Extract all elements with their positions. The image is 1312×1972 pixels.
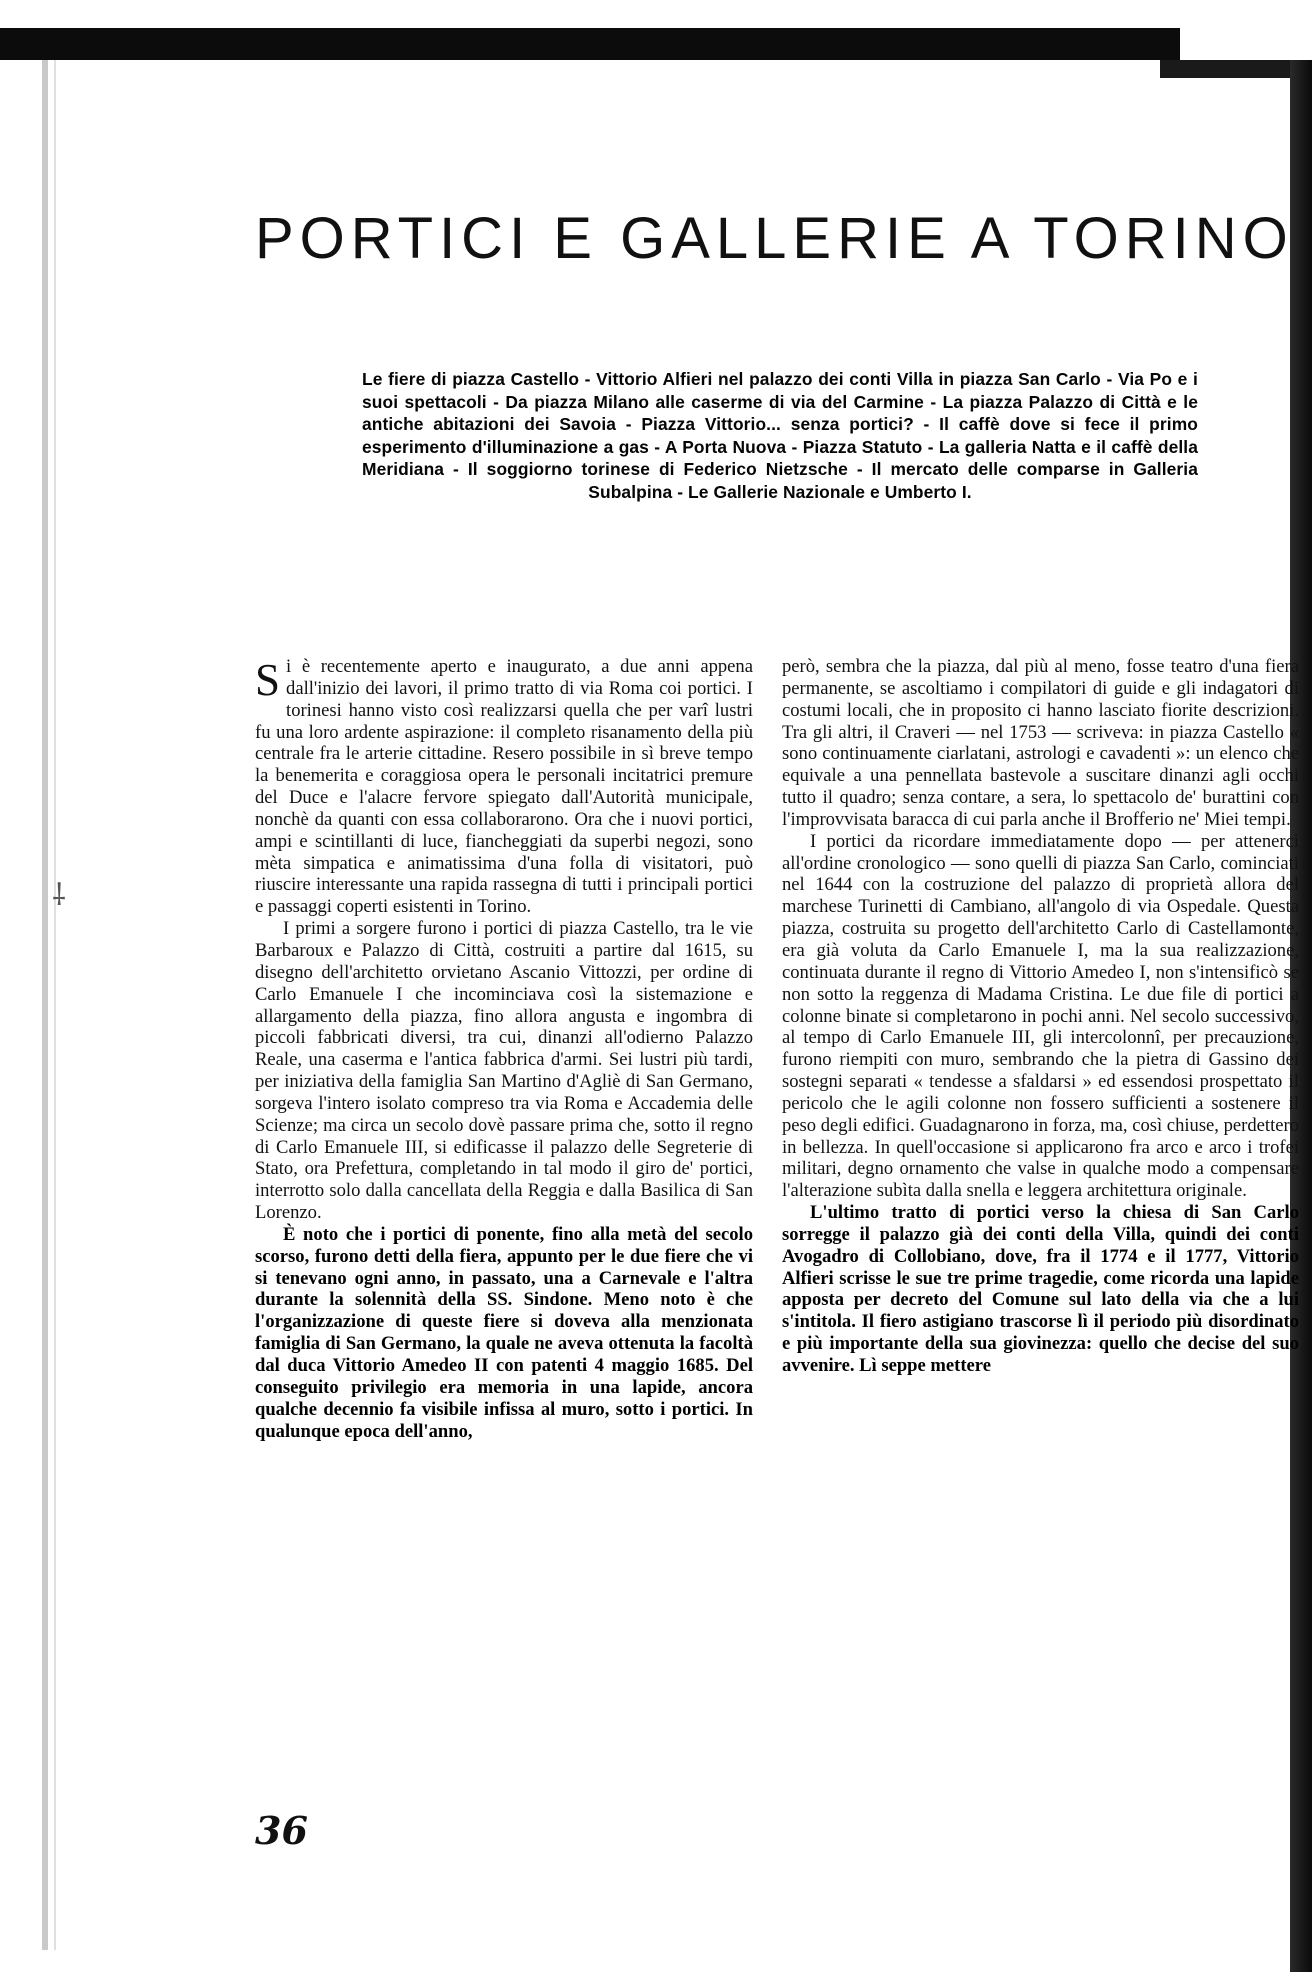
scan-left-edge <box>42 60 48 1950</box>
page-number: 36 <box>255 1808 308 1853</box>
left-paragraph-3: È noto che i portici di ponente, fino alla metà del secolo scorso, furono detti della fiera, appunto per le due fiere che vi si tenevano ogni anno, in passato, una a Carnevale e l'altra durante la solennità della SS. Sindone. Meno noto è che l'organizzazione di queste fiere si doveva alla menzionata famiglia di San Germano, la quale ne aveva ottenuta la facoltà dal duca Vittorio Amedeo II con patenti 4 maggio 1685. Del conseguito privilegio era memoria in una lapide, ancora qualche decennio fa visibile infissa al muro, sotto i portici. In qualunque epoca dell'anno, <box>255 1223 753 1442</box>
right-paragraph-3: L'ultimo tratto di portici verso la chiesa di San Carlo sorregge il palazzo già dei conti della Villa, quindi dei conti Avogadro di Collobiano, dove, fra il 1774 e il 1777, Vittorio Alfieri scrisse le sue tre prime tragedie, come ricorda una lapide apposta per decreto del Comune sul lato della via che a lui s'intitola. Il fiero astigiano trascorse lì il periodo più disordinato e più importante della sua giovinezza: quello che decise del suo avvenire. Lì seppe mettere <box>782 1202 1299 1376</box>
article-summary: Le fiere di piazza Castello - Vittorio Alfieri nel palazzo dei conti Villa in piazza San Carlo - Via Po e i suoi spettacoli - Da piazza Milano alle caserme di via del Carmine - La piazza Palazzo di Città e le antiche abitazioni dei Savoia - Piazza Vittorio... senza portici? - Il caffè dove si fece il primo esperimento d'illuminazione a gas - A Porta Nuova - Piazza Statuto - La galleria Natta e il caffè della Meridiana - Il soggiorno torinese di Federico Nietzsche - Il mercato delle comparse in Galleria Subalpina - Le Gallerie Nazionale e Umberto I. <box>362 369 1198 502</box>
left-column <box>255 656 753 1442</box>
drop-cap: S <box>255 655 281 705</box>
scan-top-border <box>0 28 1180 60</box>
left-paragraph-1-text: i è recentemente aperto e inaugurato, a due anni appena dall'inizio dei lavori, il primo tratto di via Roma coi portici. I torinesi hanno visto così realizzarsi quella che per varî lustri fu una loro ardente aspirazione: il completo risanamento della più centrale fra le arterie cittadine. Resero possibile in sì breve tempo la benemerita e coraggiosa opera le personali incitatrici premure del Duce e l'alacre fervore spiegato dall'Autorità municipale, nonchè da quanti con essa collaborarono. Ora che i nuovi portici, ampi e scintillanti di luce, fiancheggiati da superbi negozi, sono mèta simpatica e animatissima d'una folla di visitatori, può riuscire interessante una rapida rassegna di tutti i principali portici e passaggi coperti esistenti in Torino. <box>255 656 753 918</box>
scan-artifact-mark: ⸸ <box>52 878 67 913</box>
left-paragraph-1 <box>255 656 753 918</box>
right-column <box>782 656 1299 1377</box>
scan-left-edge-line <box>54 60 56 1950</box>
right-paragraph-2: I portici da ricordare immediatamente dopo — per attenerci all'ordine cronologico — sono quelli di piazza San Carlo, cominciati nel 1644 con la costruzione del palazzo di proprietà allora del marchese Turinetti di Cambiano, all'angolo di via Ospedale. Questa piazza, costruita su progetto dell'architetto Carlo di Castellamonte, era già voluta da Carlo Emanuele I, ma la sua realizzazione, continuata durante il regno di Vittorio Amedeo I, non s'intensificò se non sotto la reggenza di Madama Cristina. Le due file di portici a colonne binate si completarono in pochi anni. Nel secolo successivo, al tempo di Carlo Emanuele III, gli intercolonnî, per precauzione, furono riempiti con muro, sembrando che la pietra di Gassino dei sostegni separati « tendesse a sfaldarsi » ed essendosi prospettato il pericolo che le agili colonne non fossero sufficienti a sostenere il peso degli edifici. Guadagnarono in forza, ma, così chiuse, perdettero in bellezza. In quell'occasione si applicarono fra arco e arco i trofei militari, degno ornamento che valse in qualche modo a compensare l'alterazione subìta dalla snella e leggera architettura originale. <box>782 830 1299 1202</box>
left-paragraph-2: I primi a sorgere furono i portici di piazza Castello, tra le vie Barbaroux e Palazzo di Città, costruiti a partire dal 1615, su disegno dell'architetto orvietano Ascanio Vittozzi, per ordine di Carlo Emanuele I che incominciava così la sistemazione e allargamento della piazza, fino allora angusta e ingombra di piccoli fabbricati diversi, tra cui, dinanzi all'odierno Palazzo Reale, una caserma e l'antica fabbrica d'armi. Sei lustri più tardi, per iniziativa della famiglia San Martino d'Agliè di San Germano, sorgeva l'intero isolato compreso tra via Roma e Accademia delle Scienze; ma circa un secolo dovè passare prima che, sotto il regno di Carlo Emanuele III, si edificasse il palazzo delle Segreterie di Stato, ora Prefettura, completando in tal modo il giro de' portici, interrotto solo dalla cancellata della Reggia e dalla Basilica di San Lorenzo. <box>255 918 753 1224</box>
right-paragraph-1: però, sembra che la piazza, dal più al meno, fosse teatro d'una fiera permanente, se ascoltiamo i compilatori di guide e gli indagatori di costumi locali, che in proposito ci hanno lasciato fiorite descrizioni. Tra gli altri, il Craveri — nel 1753 — scriveva: in piazza Castello « sono continuamente ciarlatani, astrologi e cavadenti »: un elenco che equivale a una pennellata bastevole a suscitare dinanzi agli occhi tutto il quadro; senza contare, a sera, lo spettacolo de' burattini con l'improvvisata baracca di cui parla anche il Brofferio ne' Miei tempi. <box>782 656 1299 830</box>
page-title: PORTICI E GALLERIE A TORINO <box>255 206 1294 271</box>
